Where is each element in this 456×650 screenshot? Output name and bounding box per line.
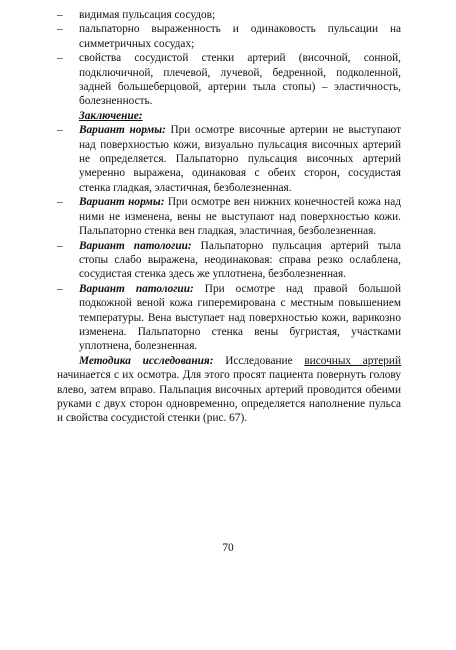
bullet-dash: –: [57, 239, 63, 252]
list-item-text: пальпаторно выраженность и одинаковость пульсации на симметричных сосудах;: [79, 23, 401, 50]
method-text-before: Исследование: [213, 354, 305, 367]
conclusion-heading: Заключение:: [79, 109, 143, 122]
variant-item: [57, 239, 401, 282]
page-number: 70: [222, 542, 234, 554]
bullet-dash: –: [57, 9, 63, 21]
variant-label: Вариант патологии:: [79, 282, 194, 295]
variant-text: При осмотре над правой большой подкожной веной кожа гиперемирована с местным повышением температуры. Вена выступает над поверхностью кожи, варикозно изменена. Пальпаторно стенка вены бугристая, участками уплотнена, болезненная.: [79, 282, 402, 353]
list-item: [57, 8, 401, 22]
bullet-dash: –: [57, 23, 63, 36]
method-label: Методика исследования:: [79, 354, 214, 367]
variant-text: При осмотре височные артерии не выступают над поверхностью кожи, визуально пульсация височных артерий не определяется. Пальпаторно пульсация височных артерий умеренно выражена, одинаковая с обеих сторон, сосудистая стенка гладкая, эластичная, безболезненная.: [79, 124, 401, 194]
list-item: [57, 51, 401, 109]
variant-item: [57, 282, 401, 354]
list-item-text: свойства сосудистой стенки артерий (височной, сонной, подключичной, плечевой, лучевой, бедренной, подколенной, задней большеберцовой, артерии тыла стопы) – эластичность, болезненность.: [79, 52, 401, 108]
variant-item: [57, 195, 401, 238]
method-text-after: начинается с их осмотра. Для этого просят пациента повернуть голову влево, затем вправо. Пальпация височных артерий проводится обеими руками с двух сторон одновременно, определяется наполнение пульса и свойства сосудистой стенки (рис. 67).: [57, 369, 401, 425]
variant-text: При осмотре вен нижних конечностей кожа над ними не изменена, вены не выступают над поверхностью кожи. Пальпаторно стенка вен гладкая, эластичная, безболезненная.: [79, 196, 401, 238]
variant-label: Вариант нормы:: [79, 196, 165, 209]
bullet-dash: –: [57, 52, 63, 65]
bullet-dash: –: [57, 124, 63, 137]
page-text: [57, 8, 401, 426]
list-item: [57, 22, 401, 51]
list-item-text: видимая пульсация сосудов;: [79, 9, 216, 21]
method-paragraph: [57, 354, 401, 426]
method-underlined-term: височных артерий: [304, 354, 402, 367]
variant-item: [57, 123, 401, 195]
bullet-dash: –: [57, 196, 63, 209]
bullet-dash: –: [57, 282, 63, 295]
variant-text: Пальпаторно пульсация артерий тыла стопы слабо выражена, неодинаковая: справа резко ослаблена, сосудистая стенка здесь же уплотнена, безболезненная.: [79, 239, 402, 281]
variant-label: Вариант нормы:: [79, 124, 166, 137]
variant-label: Вариант патологии:: [79, 239, 192, 252]
